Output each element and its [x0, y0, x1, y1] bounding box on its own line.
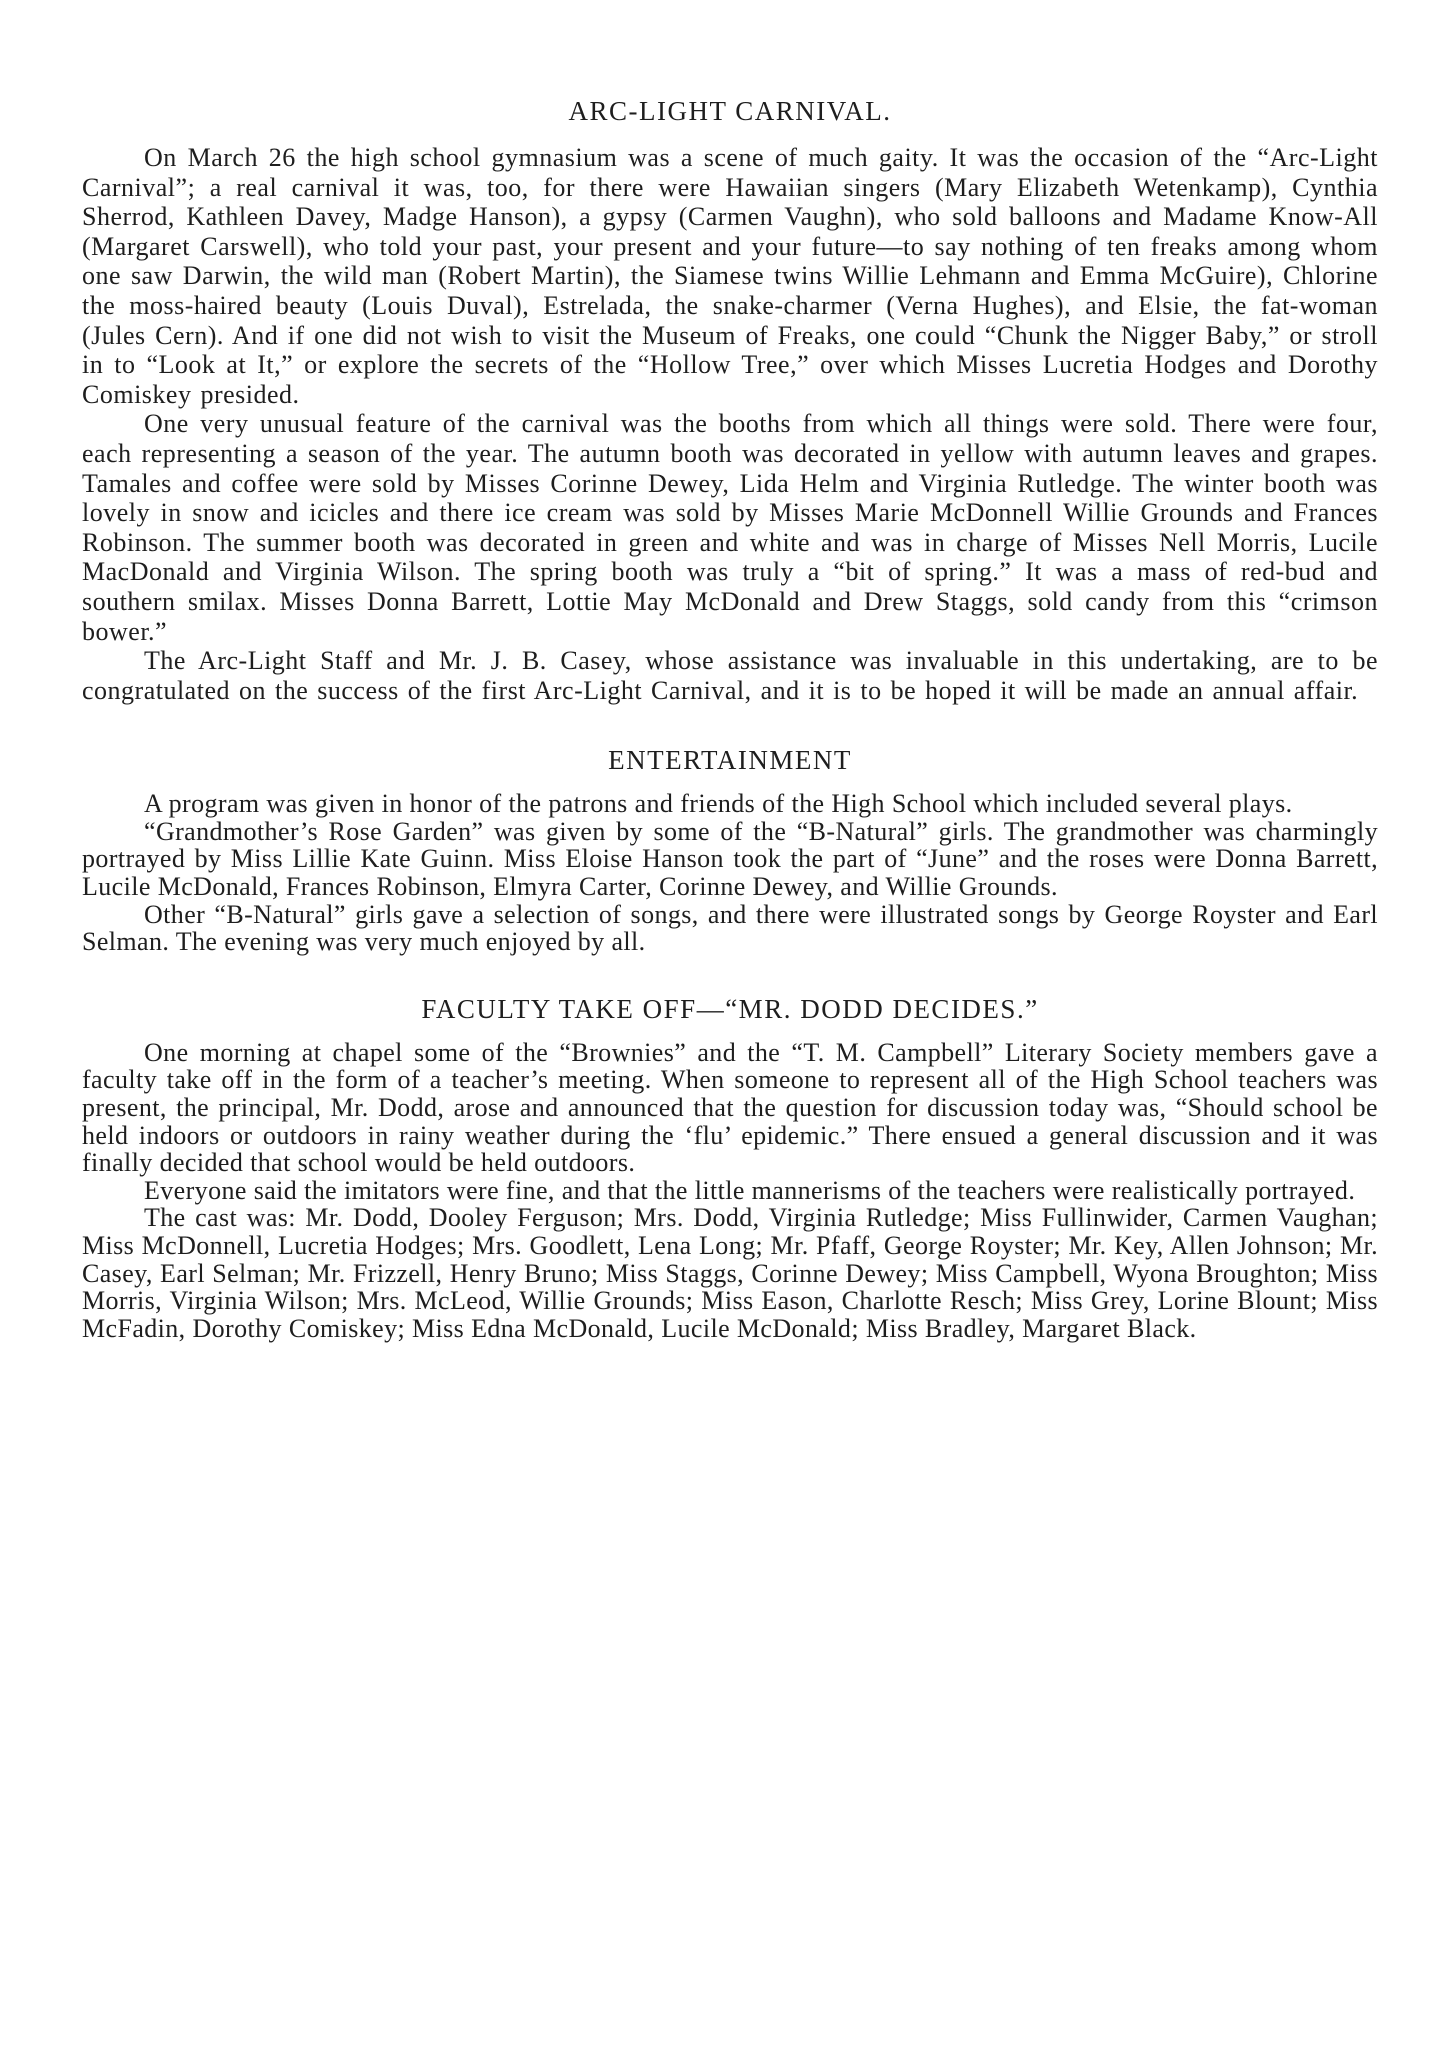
faculty-take-off-section: [82, 994, 1378, 1343]
paragraph: Other “B-Natural” girls gave a selection of songs, and there were illustrated songs by George Royster and Earl Selman. The evening was very much enjoyed by all.: [82, 899, 1378, 957]
paragraph: On March 26 the high school gymnasium was a scene of much gaity. It was the occasion of the “Arc-Light Carnival”; a real carnival it was, too, for there were Hawaiian singers (Mary Elizabeth Wetenkamp), Cynthia Sherrod, Kathleen Davey, Madge Hanson), a gypsy (Carmen Vaughn), who sold balloons and Madame Know-All (Margaret Carswell), who told your past, your present and your future—to say nothing of ten freaks among whom one saw Darwin, the wild man (Robert Martin), the Siamese twins Willie Lehmann and Emma McGuire), Chlorine the moss-haired beauty (Louis Duval), Estrelada, the snake-charmer (Verna Hughes), and Elsie, the fat-woman (Jules Cern). And if one did not wish to visit the Museum of Freaks, one could “Chunk the Nigger Baby,” or stroll in to “Look at It,” or explore the secrets of the “Hollow Tree,” over which Misses Lucretia Hodges and Dorothy Comiskey presided.: [82, 143, 1378, 409]
section-heading: ARC-LIGHT CARNIVAL.: [568, 96, 892, 126]
section-heading: FACULTY TAKE OFF—“MR. DODD DECIDES.”: [421, 993, 1039, 1024]
arc-light-carnival-section: [82, 96, 1378, 705]
entertainment-section: [82, 745, 1378, 956]
paragraph: “Grandmother’s Rose Garden” was given by some of the “B-Natural” girls. The grandmother was charmingly portrayed by Miss Lillie Kate Guinn. Miss Eloise Hanson took the part of “June” and the roses were Donna Barrett, Lucile McDonald, Frances Robinson, Elmyra Carter, Corinne Dewey, and Willie Grounds.: [82, 816, 1378, 902]
paragraph: The Arc-Light Staff and Mr. J. B. Casey, whose assistance was invaluable in this undertaking, are to be congratulated on the success of the first Arc-Light Carnival, and it is to be hoped it will be made an annual affair.: [82, 646, 1378, 705]
section-heading: ENTERTAINMENT: [608, 745, 852, 776]
paragraph: Everyone said the imitators were fine, and that the little mannerisms of the teachers were realistically portrayed.: [144, 1175, 1356, 1205]
document-page: [82, 96, 1378, 1342]
paragraph: One very unusual feature of the carnival was the booths from which all things were sold. There were four, each representing a season of the year. The autumn booth was decorated in yellow with autumn leaves and grapes. Tamales and coffee were sold by Misses Corinne Dewey, Lida Helm and Virginia Rutledge. The winter booth was lovely in snow and icicles and there ice cream was sold by Misses Marie McDonnell Willie Grounds and Frances Robinson. The summer booth was decorated in green and white and was in charge of Misses Nell Morris, Lucile MacDonald and Virginia Wilson. The spring booth was truly a “bit of spring.” It was a mass of red-bud and southern smilax. Misses Donna Barrett, Lottie May McDonald and Drew Staggs, sold candy from this “crimson bower.”: [82, 409, 1378, 646]
paragraph: The cast was: Mr. Dodd, Dooley Ferguson; Mrs. Dodd, Virginia Rutledge; Miss Fullinwider, Carmen Vaughan; Miss McDonnell, Lucretia Hodges; Mrs. Goodlett, Lena Long; Mr. Pfaff, George Royster; Mr. Key, Allen Johnson; Mr. Casey, Earl Selman; Mr. Frizzell, Henry Bruno; Miss Staggs, Corinne Dewey; Miss Campbell, Wyona Broughton; Miss Morris, Virginia Wilson; Mrs. McLeod, Willie Grounds; Miss Eason, Charlotte Resch; Miss Grey, Lorine Blount; Miss McFadin, Dorothy Comiskey; Miss Edna McDonald, Lucile McDonald; Miss Bradley, Margaret Black.: [82, 1203, 1378, 1343]
paragraph: A program was given in honor of the patrons and friends of the High School which included several plays.: [144, 789, 1293, 819]
paragraph: One morning at chapel some of the “Brownies” and the “T. M. Campbell” Literary Society members gave a faculty take off in the form of a teacher’s meeting. When someone to represent all of the High School teachers was present, the principal, Mr. Dodd, arose and announced that the question for discussion today was, “Should school be held indoors or outdoors in rainy weather during the ‘flu’ epidemic.” There ensued a general discussion and it was finally decided that school would be held outdoors.: [82, 1037, 1378, 1178]
